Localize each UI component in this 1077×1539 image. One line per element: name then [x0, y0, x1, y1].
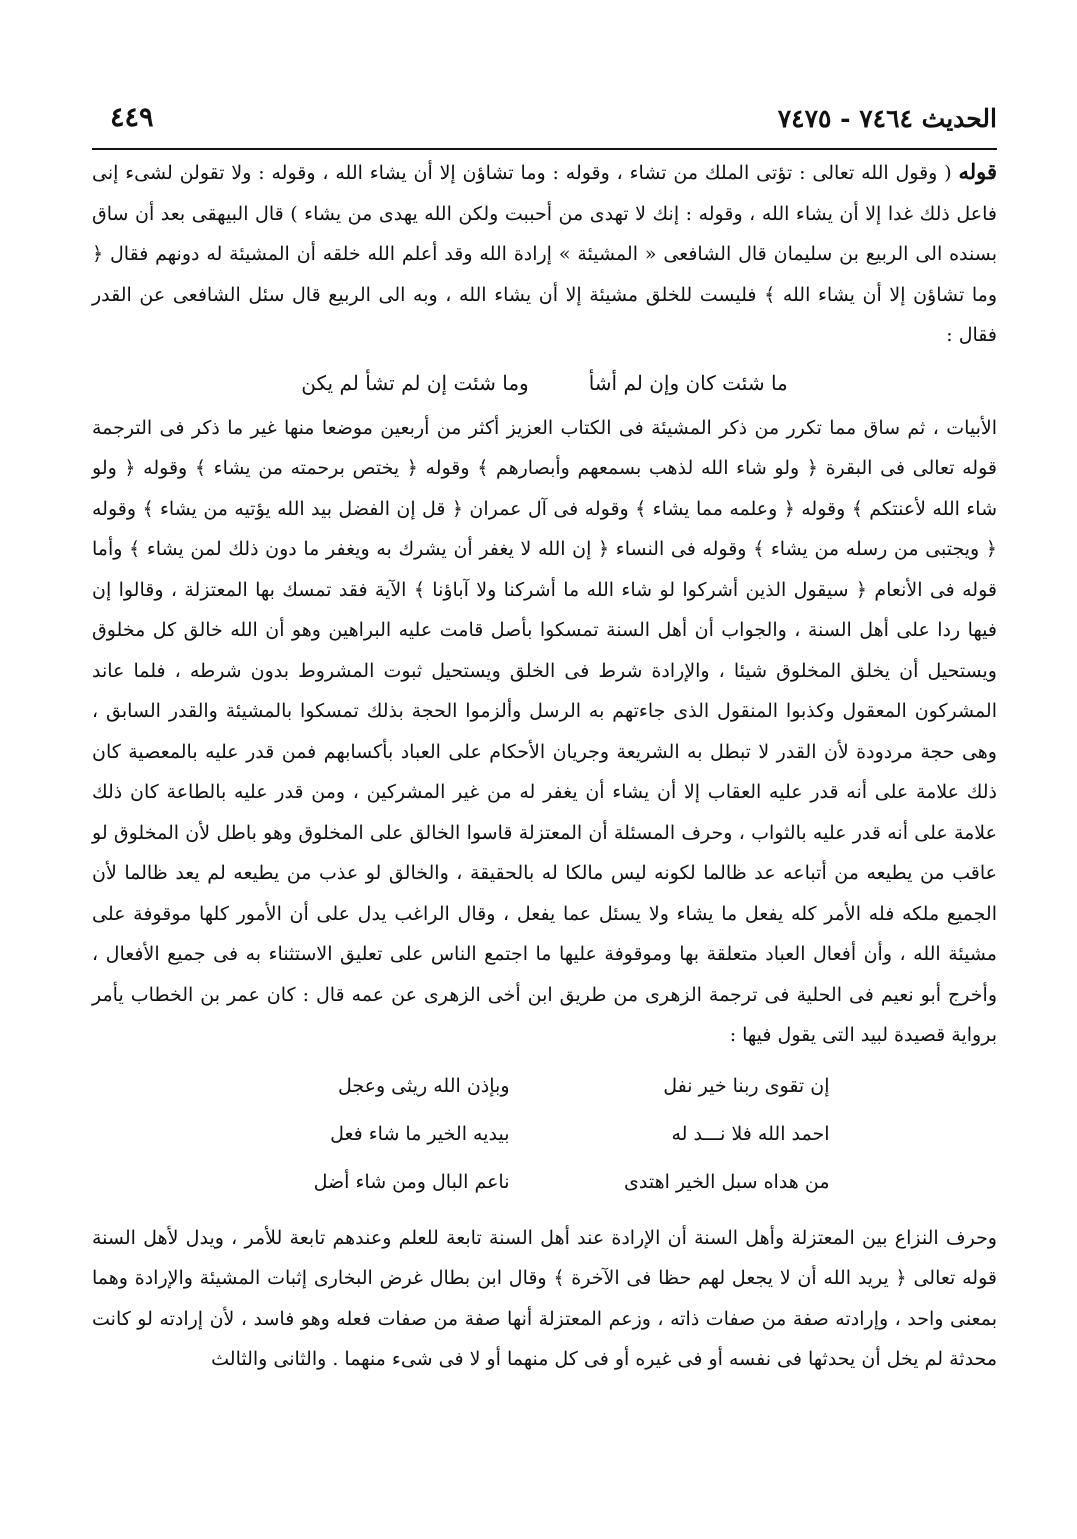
paragraph-lead-word: قوله [958, 159, 997, 184]
poem-line [92, 1158, 997, 1206]
running-title: الحديث ٧٤٦٤ - ٧٤٧٥ [777, 104, 997, 133]
poem-second-hemistich: ناعم البال ومن شاء أضل [313, 1170, 510, 1193]
page-header [92, 100, 997, 146]
verse-first-hemistich: ما شئت كان وإن لم أشأ [588, 370, 788, 395]
paragraph-1 [92, 152, 997, 356]
poem-line [92, 1110, 997, 1158]
poem [92, 1062, 997, 1206]
poem-second-hemistich: بيديه الخير ما شاء فعل [330, 1122, 510, 1145]
page-number: ٤٤٩ [110, 102, 154, 133]
poem-first-hemistich: احمد الله فلا نـــد له [671, 1122, 830, 1145]
poem-line [92, 1062, 997, 1110]
poem-first-hemistich: إن تقوى ربنا خير نفل [663, 1074, 830, 1097]
body-text [92, 152, 997, 1380]
paragraph-2: الأبيات ، ثم ساق مما تكرر من ذكر المشيئة فى الكتاب العزيز أكثر من أربعين موضعا منها غير ما ذكر فى الترجمة قوله تعالى فى البقرة ﴿ ولو شاء الله لذهب بسمعهم وأبصارهم ﴾ وقوله ﴿ يختص برحمته من يشاء ﴾ وقوله ﴿ ولو شاء الله لأعنتكم ﴾ وقوله ﴿ وعلمه مما يشاء ﴾ وقوله فى آل عمران ﴿ قل إن الفضل بيد الله يؤتيه من يشاء ﴾ وقوله ﴿ ويجتبى من رسله من يشاء ﴾ وقوله فى النساء ﴿ إن الله لا يغفر أن يشرك به ويغفر ما دون ذلك لمن يشاء ﴾ وأما قوله فى الأنعام ﴿ سيقول الذين أشركوا لو شاء الله ما أشركنا ولا آباؤنا ﴾ الآية فقد تمسك بها المعتزلة ، وقالوا إن فيها ردا على أهل السنة ، والجواب أن أهل السنة تمسكوا بأصل قامت عليه البراهين وهو أن الله خالق كل مخلوق ويستحيل أن يخلق المخلوق شيئا ، والإرادة شرط فى الخلق ويستحيل ثبوت المشروط بدون شرطه ، فلما عاند المشركون المعقول وكذبوا المنقول الذى جاءتهم به الرسل وألزموا الحجة بذلك تمسكوا بالمشيئة والقدر السابق ، وهى حجة مردودة لأن القدر لا تبطل به الشريعة وجريان الأحكام على العباد بأكسابهم فمن قدر عليه بالمعصية كان ذلك علامة على أنه قدر عليه العقاب إلا أن يشاء أن يغفر له من غير المشركين ، ومن قدر عليه بالطاعة كان ذلك علامة على أنه قدر عليه بالثواب ، وحرف المسئلة أن المعتزلة قاسوا الخالق على المخلوق وهو باطل لأن المخلوق لو عاقب من يطيعه من أتباعه عد ظالما لكونه ليس مالكا له بالحقيقة ، والخالق لو عذب من يطيعه لم يعد ظالما لأن الجميع ملكه فله الأمر كله يفعل ما يشاء ولا يسئل عما يفعل ، وقال الراغب يدل على أن الأمور كلها موقوفة على مشيئة الله ، وأن أفعال العباد متعلقة بها وموقوفة عليها ما اجتمع الناس على تعليق الاستثناء به فى جميع الأفعال ، وأخرج أبو نعيم فى الحلية فى ترجمة الزهرى من طريق ابن أخى الزهرى عن عمه قال : كان عمر بن الخطاب يأمر برواية قصيدة لبيد التى يقول فيها : [92, 416, 997, 1046]
poem-second-hemistich: وبإذن الله ريثى وعجل [337, 1074, 510, 1097]
header-rule [92, 148, 997, 150]
verse-line [92, 360, 997, 406]
poem-first-hemistich: من هداه سبل الخير اهتدى [624, 1170, 830, 1193]
verse-second-hemistich: وما شئت إن لم تشأ لم يكن [301, 370, 529, 395]
paragraph-1-text: ( وقول الله تعالى : تؤتى الملك من تشاء ، وقوله : وما تشاؤن إلا أن يشاء الله ، وقوله : ولا تقولن لشىء إنى فاعل ذلك غدا إلا أن يشاء الله ، وقوله : إنك لا تهدى من أحببت ولكن الله يهدى من يشاء ) قال البيهقى بعد أن ساق بسنده الى الربيع بن سليمان قال الشافعى « المشيئة » إرادة الله وقد أعلم الله خلقه أن المشيئة له دونهم فقال ﴿ وما تشاؤن إلا أن يشاء الله ﴾ فليست للخلق مشيئة إلا أن يشاء الله ، وبه الى الربيع قال سئل الشافعى عن القدر فقال : [92, 162, 997, 346]
paragraph-3: وحرف النزاع بين المعتزلة وأهل السنة أن الإرادة عند أهل السنة تابعة للعلم وعندهم تابعة للأمر ، ويدل لأهل السنة قوله تعالى ﴿ يريد الله أن لا يجعل لهم حظا فى الآخرة ﴾ وقال ابن بطال غرض البخارى إثبات المشيئة والإرادة وهما بمعنى واحد ، وإرادته صفة من صفات ذاته ، وزعم المعتزلة أنها صفة من صفات فعله وهو فاسد ، لأن إرادته لو كانت محدثة لم يخل أن يحدثها فى نفسه أو فى غيره أو فى كل منهما أو لا فى شىء منهما . والثانى والثالث [92, 1226, 997, 1370]
